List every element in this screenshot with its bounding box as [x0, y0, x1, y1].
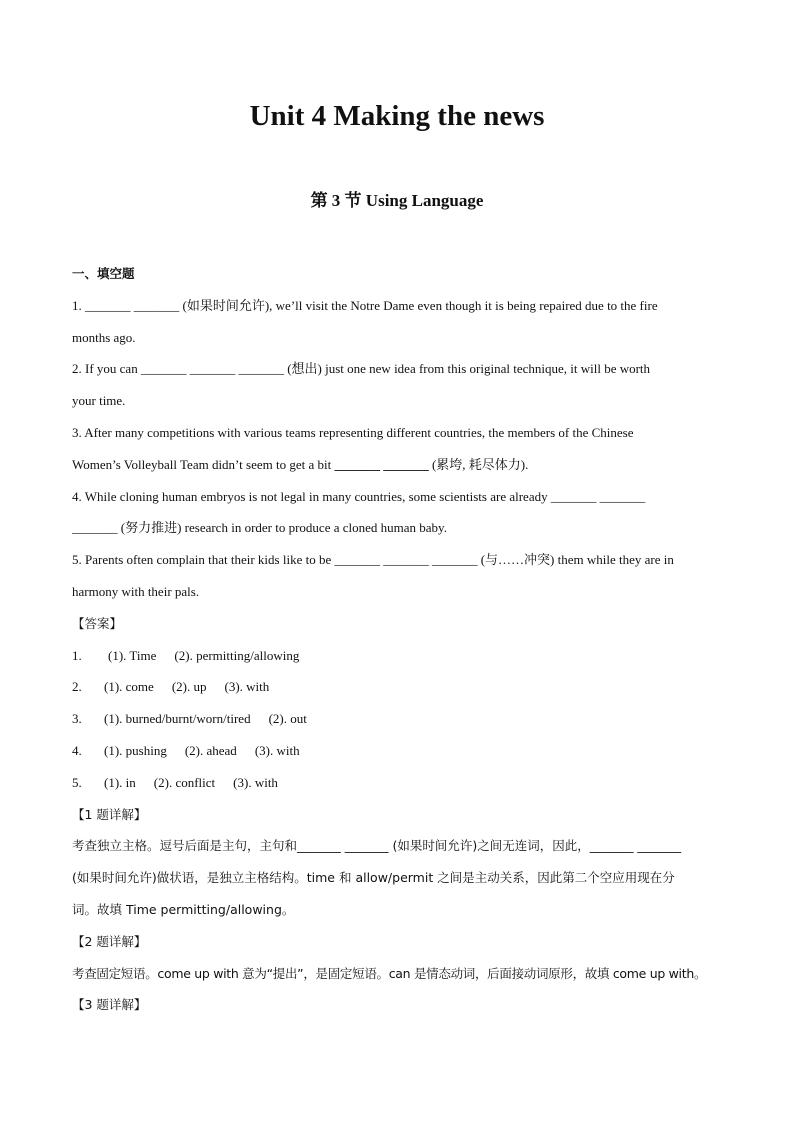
- question-2-line-1: 2. If you can _______ _______ _______ (想出) just one new idea from this original technique, it will be worth: [72, 361, 651, 377]
- question-3-blanks: _______ _______: [334, 456, 429, 472]
- answer-part: (1). pushing: [104, 742, 167, 758]
- answer-part: (3). with: [254, 742, 300, 758]
- answer-number: 1.: [72, 647, 82, 663]
- question-4-line-1: 4. While cloning human embryos is not legal in many countries, some scientists are already _______ _______: [72, 488, 646, 504]
- question-3-text: Women’s Volleyball Team didn’t seem to get a bit: [72, 456, 335, 472]
- answer-row: [72, 735, 724, 767]
- answer-row: [72, 671, 724, 703]
- page-title: Unit 4 Making the news: [249, 100, 545, 132]
- question-5-line-1: 5. Parents often complain that their kids like to be _______ _______ _______ (与……冲突) them while they are in: [72, 552, 674, 568]
- answer-number: 3.: [72, 711, 82, 727]
- question-3-line-1: 3. After many competitions with various teams representing different countries, the members of the Chinese: [72, 424, 634, 440]
- explanation-1-line-2: (如果时间允许)做状语，是独立主格结构。time 和 allow/permit 之间是主动关系，因此第二个空应用现在分: [72, 870, 675, 886]
- answer-part: (2). conflict: [153, 774, 216, 790]
- explanation-2-heading: 【2 题详解】: [72, 933, 147, 949]
- question-5-line-2: harmony with their pals.: [72, 583, 200, 599]
- answer-number: 5.: [72, 774, 82, 790]
- answer-heading: 【答案】: [72, 615, 123, 631]
- answer-row: [72, 703, 724, 735]
- answer-number: 2.: [72, 679, 82, 695]
- document-body: [72, 258, 724, 1021]
- answer-part: (1). in: [104, 774, 136, 790]
- question-1-line-2: months ago.: [72, 329, 136, 345]
- explanation-3-heading: 【3 题详解】: [72, 997, 147, 1013]
- answer-number: 4.: [72, 742, 82, 758]
- explanation-2-line-1: 考查固定短语。come up with 意为“提出”，是固定短语。can 是情态动词，后面接动词原形，故填 come up with。: [72, 965, 707, 981]
- answer-part: (2). out: [268, 711, 307, 727]
- answer-part: (3). with: [233, 774, 278, 790]
- answer-row: [72, 767, 724, 799]
- answer-row: [72, 640, 724, 672]
- answer-part: (2). ahead: [184, 742, 237, 758]
- answer-part: (3). with: [224, 679, 270, 695]
- explanation-1-line-3: 词。故填 Time permitting/allowing。: [72, 901, 295, 917]
- question-2-line-2: your time.: [72, 393, 126, 409]
- explanation-1-line-1: 考查独立主格。逗号后面是主句，主句和_______ _______ (如果时间允许)之间无连词，因此，_______ _______: [72, 838, 682, 854]
- answer-part: (2). permitting/allowing: [174, 647, 300, 663]
- question-3-line-2: [72, 449, 724, 481]
- answer-part: (1). burned/burnt/worn/tired: [104, 711, 251, 727]
- page-subtitle: 第 3 节 Using Language: [310, 191, 484, 210]
- answer-part: (2). up: [171, 679, 207, 695]
- question-3-hint: (累垮, 耗尽体力).: [428, 456, 529, 472]
- explanation-1-heading: 【1 题详解】: [72, 806, 147, 822]
- answer-part: (1). come: [104, 679, 154, 695]
- question-1-line-1: 1. _______ _______ (如果时间允许), we’ll visit the Notre Dame even though it is being repaired due to the fire: [72, 297, 658, 313]
- answer-part: (1). Time: [108, 647, 157, 663]
- section-heading: 一、填空题: [72, 266, 135, 281]
- question-4-line-2: _______ (努力推进) research in order to produce a cloned human baby.: [72, 520, 447, 536]
